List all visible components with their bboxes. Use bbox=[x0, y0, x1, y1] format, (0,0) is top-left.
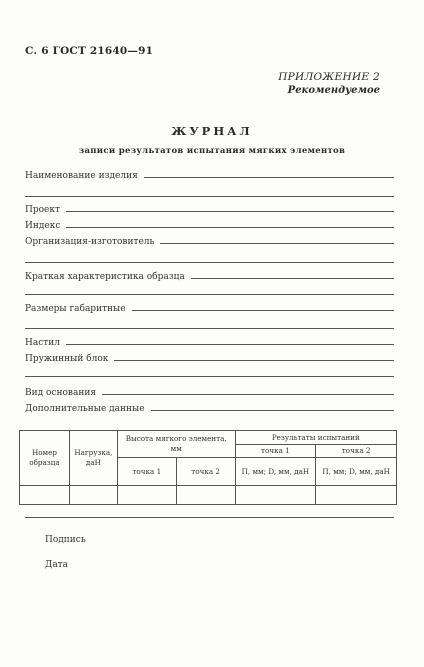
header-height-point-1: точка 1 bbox=[117, 458, 176, 486]
field-label: Настил bbox=[25, 338, 60, 348]
fill-line[interactable] bbox=[151, 409, 394, 411]
field-additional-data bbox=[25, 404, 394, 414]
field-label: Вид основания bbox=[25, 388, 96, 398]
blank-line[interactable] bbox=[25, 328, 394, 329]
field-label: Краткая характеристика образца bbox=[25, 272, 185, 282]
blank-line[interactable] bbox=[25, 376, 394, 377]
journal-subtitle: записи результатов испытания мягких элементов bbox=[78, 146, 346, 156]
blank-line[interactable] bbox=[25, 517, 394, 518]
fill-line[interactable] bbox=[114, 359, 394, 361]
field-label: Индекс bbox=[25, 221, 61, 231]
field-label: Размеры габаритные bbox=[25, 304, 126, 314]
fill-line[interactable] bbox=[144, 176, 394, 178]
fill-line[interactable] bbox=[191, 277, 394, 279]
table-cell[interactable] bbox=[117, 486, 176, 505]
header-unit-point-2: П, мм; D, мм, даН bbox=[316, 458, 397, 486]
field-spring-unit bbox=[25, 354, 394, 364]
table-cell[interactable] bbox=[316, 486, 397, 505]
journal-title: ЖУРНАЛ bbox=[171, 124, 253, 138]
blank-line[interactable] bbox=[25, 262, 394, 263]
fill-line[interactable] bbox=[160, 242, 394, 244]
table-row[interactable] bbox=[20, 486, 397, 505]
fill-line[interactable] bbox=[66, 226, 394, 228]
field-dimensions bbox=[25, 304, 394, 314]
header-sample-no: Номер образца bbox=[20, 431, 70, 486]
field-base-type bbox=[25, 388, 394, 398]
header-unit-point-1: П, мм; D, мм, даН bbox=[235, 458, 316, 486]
header-height: Высота мягкого элемента, мм bbox=[117, 431, 235, 458]
appendix-label: ПРИЛОЖЕНИЕ 2 bbox=[278, 71, 380, 83]
table-cell[interactable] bbox=[69, 486, 117, 505]
table-header-row bbox=[20, 431, 397, 445]
field-index bbox=[25, 221, 394, 231]
table-cell[interactable] bbox=[176, 486, 235, 505]
field-project bbox=[25, 205, 394, 215]
field-padding bbox=[25, 338, 394, 348]
field-label: Организация-изготовитель bbox=[25, 237, 155, 247]
field-label: Проект bbox=[25, 205, 60, 215]
header-height-point-2: точка 2 bbox=[176, 458, 235, 486]
signature-label: Подпись bbox=[45, 535, 86, 545]
header-results: Результаты испытаний bbox=[235, 431, 396, 445]
header-point-2: точка 2 bbox=[316, 445, 397, 458]
blank-line[interactable] bbox=[25, 294, 394, 295]
date-label: Дата bbox=[45, 560, 69, 570]
fill-line[interactable] bbox=[132, 309, 394, 311]
blank-line[interactable] bbox=[25, 196, 394, 197]
field-sample-description bbox=[25, 272, 394, 282]
field-label: Пружинный блок bbox=[25, 354, 109, 364]
fill-line[interactable] bbox=[66, 343, 394, 345]
field-product-name bbox=[25, 171, 394, 181]
header-point-1: точка 1 bbox=[235, 445, 316, 458]
results-table bbox=[19, 430, 397, 505]
table-cell[interactable] bbox=[20, 486, 70, 505]
document-header: С. 6 ГОСТ 21640—91 bbox=[25, 45, 154, 57]
field-label: Дополнительные данные bbox=[25, 404, 145, 414]
appendix-status: Рекомендуемое bbox=[287, 85, 380, 96]
table-cell[interactable] bbox=[235, 486, 316, 505]
fill-line[interactable] bbox=[102, 393, 394, 395]
field-manufacturer bbox=[25, 237, 394, 247]
header-load: Нагрузка, даН bbox=[69, 431, 117, 486]
fill-line[interactable] bbox=[66, 210, 394, 212]
field-label: Наименование изделия bbox=[25, 171, 138, 181]
